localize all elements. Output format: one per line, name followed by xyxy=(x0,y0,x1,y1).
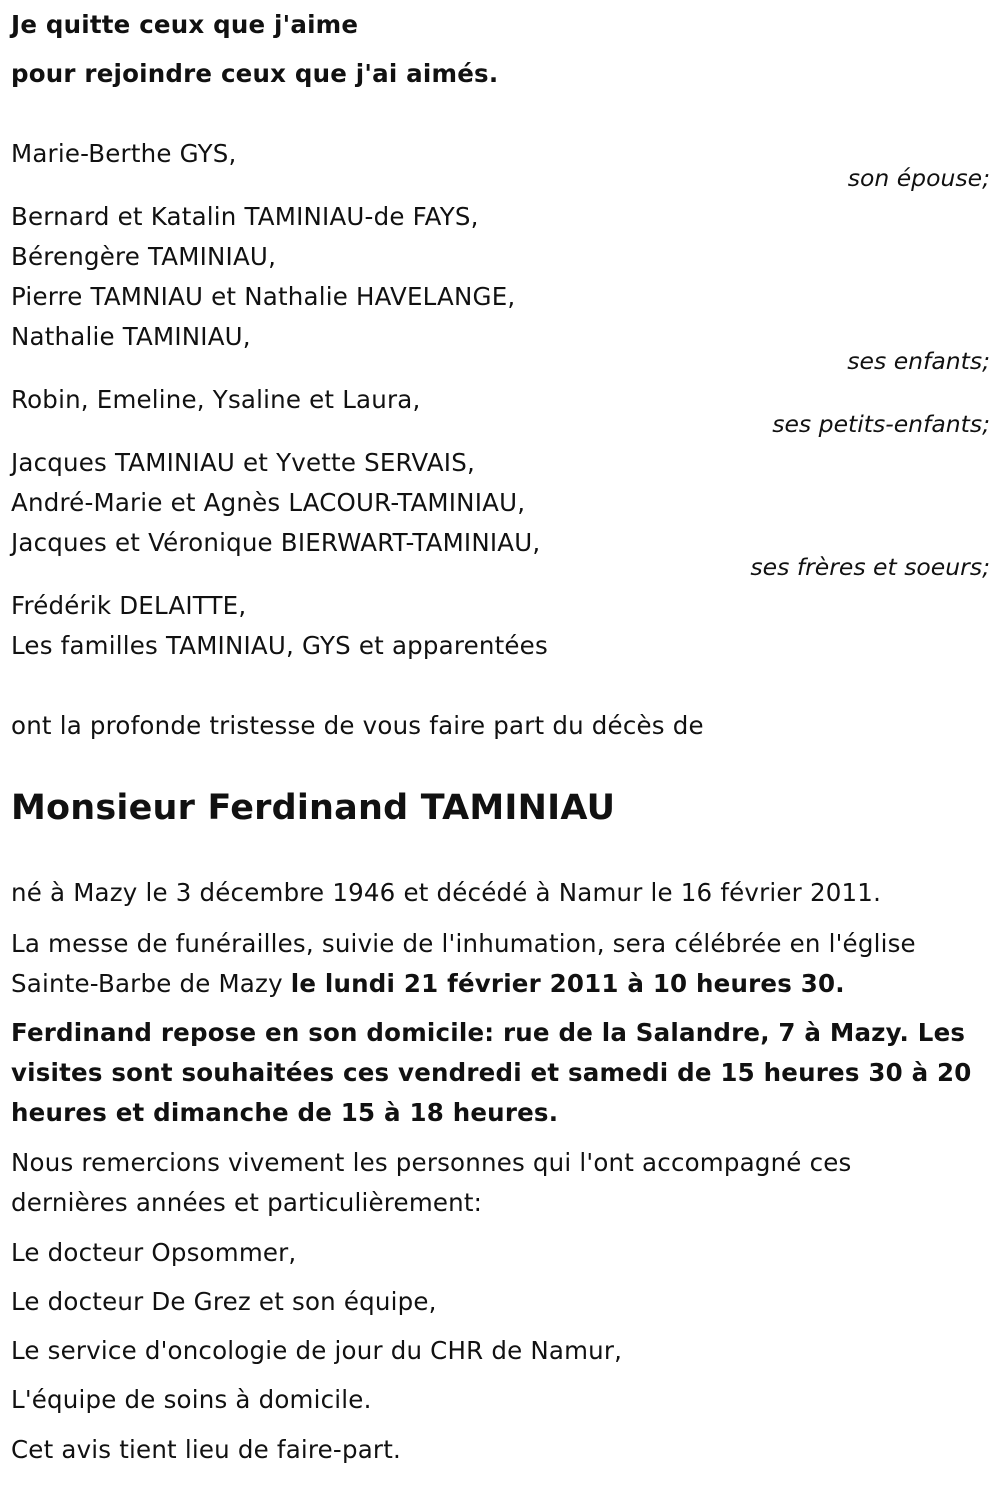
visitation-line-1: Ferdinand repose en son domicile: rue de la Salandre, 7 à Mazy. Les xyxy=(11,1018,966,1047)
thanks-item-4: L'équipe de soins à domicile. xyxy=(11,1385,372,1414)
announcement-text: ont la profonde tristesse de vous faire part du décès de xyxy=(11,711,704,740)
thanks-item-3: Le service d'oncologie de jour du CHR de Namur, xyxy=(11,1336,623,1365)
spouse-role: son épouse; xyxy=(847,164,990,192)
funeral-date-time: le lundi 21 février 2011 à 10 heures 30. xyxy=(290,969,845,998)
siblings-role: ses frères et soeurs; xyxy=(750,553,990,581)
thanks-item-1: Le docteur Opsommer, xyxy=(11,1238,297,1267)
deceased-name: Monsieur Ferdinand TAMINIAU xyxy=(11,788,616,828)
spouse-name: Marie-Berthe GYS, xyxy=(11,139,237,168)
sibling-name-2: André-Marie et Agnès LACOUR-TAMINIAU, xyxy=(11,488,526,517)
motto-line-1: Je quitte ceux que j'aime xyxy=(11,10,359,39)
child-name-4: Nathalie TAMINIAU, xyxy=(11,322,251,351)
funeral-location: Sainte-Barbe de Mazy xyxy=(11,969,291,998)
closing-text: Cet avis tient lieu de faire-part. xyxy=(11,1435,401,1464)
funeral-line-1: La messe de funérailles, suivie de l'inhumation, sera célébrée en l'église xyxy=(11,929,916,958)
child-name-2: Bérengère TAMINIAU, xyxy=(11,242,277,271)
child-name-1: Bernard et Katalin TAMINIAU-de FAYS, xyxy=(11,202,479,231)
thanks-intro-line-2: dernières années et particulièrement: xyxy=(11,1188,483,1217)
child-name-3: Pierre TAMNIAU et Nathalie HAVELANGE, xyxy=(11,282,516,311)
thanks-item-2: Le docteur De Grez et son équipe, xyxy=(11,1287,437,1316)
visitation-line-3: heures et dimanche de 15 à 18 heures. xyxy=(11,1098,559,1127)
visitation-line-2: visites sont souhaitées ces vendredi et samedi de 15 heures 30 à 20 xyxy=(11,1058,972,1087)
children-role: ses enfants; xyxy=(847,347,990,375)
thanks-intro-line-1: Nous remercions vivement les personnes qui l'ont accompagné ces xyxy=(11,1148,852,1177)
sibling-name-3: Jacques et Véronique BIERWART-TAMINIAU, xyxy=(11,528,541,557)
motto-line-2: pour rejoindre ceux que j'ai aimés. xyxy=(11,59,499,88)
birth-death-text: né à Mazy le 3 décembre 1946 et décédé à Namur le 16 février 2011. xyxy=(11,878,882,907)
grandchildren-role: ses petits-enfants; xyxy=(772,410,990,438)
grandchildren-names: Robin, Emeline, Ysaline et Laura, xyxy=(11,385,421,414)
other-family-1: Frédérik DELAITTE, xyxy=(11,591,247,620)
sibling-name-1: Jacques TAMINIAU et Yvette SERVAIS, xyxy=(11,448,475,477)
funeral-line-2 xyxy=(11,969,845,999)
other-family-2: Les familles TAMINIAU, GYS et apparentées xyxy=(11,631,548,660)
